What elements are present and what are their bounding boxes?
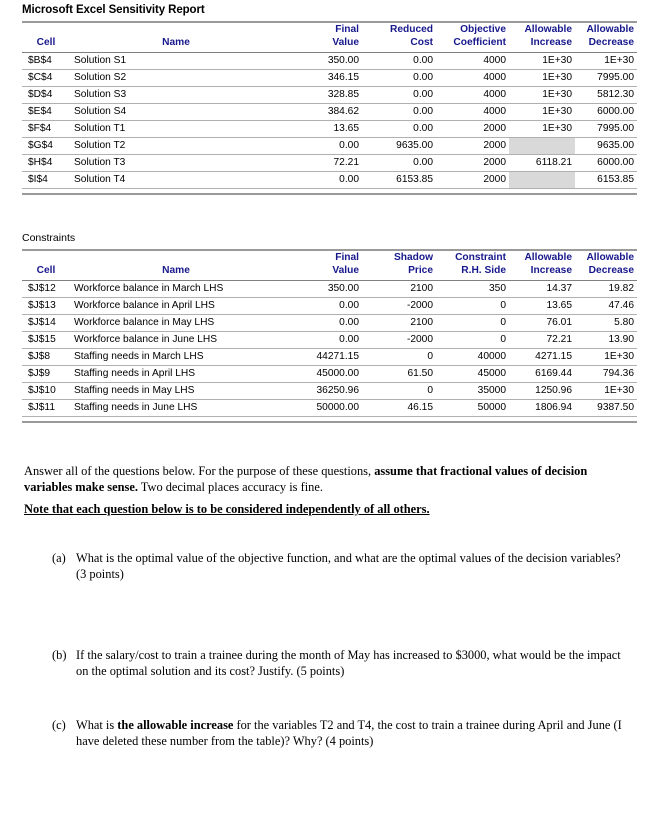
cell-reference: $J$10 bbox=[22, 383, 70, 400]
allowable-increase: 13.65 bbox=[509, 298, 575, 315]
allowable-increase: 14.37 bbox=[509, 281, 575, 298]
cheader-shadow-1: Shadow bbox=[393, 252, 433, 263]
cell-reference: $I$4 bbox=[22, 172, 70, 189]
rh-side: 35000 bbox=[436, 383, 509, 400]
cell-reference: $D$4 bbox=[22, 87, 70, 104]
variable-name: Solution S1 bbox=[70, 53, 282, 70]
table-row bbox=[22, 332, 637, 349]
cheader-allowable-dec-1: Allowable bbox=[586, 252, 634, 263]
final-value: 13.65 bbox=[282, 121, 362, 138]
allowable-decrease: 794.36 bbox=[575, 366, 637, 383]
question-b-text: If the salary/cost to train a trainee during the month of May has increased to $3000, what would be the impact on the optimal solution and its cost? Justify. (5 points) bbox=[76, 648, 621, 678]
constraint-name: Workforce balance in March LHS bbox=[70, 281, 282, 298]
question-c-pre: What is bbox=[76, 718, 118, 732]
table-row bbox=[22, 121, 637, 138]
allowable-decrease: 6153.85 bbox=[575, 172, 637, 189]
header-final-1: Final bbox=[335, 24, 359, 35]
header-objective-1: Objective bbox=[460, 24, 506, 35]
table-header-row-2 bbox=[22, 36, 637, 49]
shadow-price: 2100 bbox=[362, 315, 436, 332]
allowable-increase: 6118.21 bbox=[509, 155, 575, 172]
reduced-cost: 0.00 bbox=[362, 53, 436, 70]
shadow-price: -2000 bbox=[362, 298, 436, 315]
question-c-text bbox=[76, 718, 622, 749]
header-name: Name bbox=[162, 37, 190, 48]
allowable-increase: 1E+30 bbox=[509, 121, 575, 138]
question-b bbox=[52, 648, 622, 679]
page-title: Microsoft Excel Sensitivity Report bbox=[22, 4, 205, 16]
cell-reference: $B$4 bbox=[22, 53, 70, 70]
allowable-increase bbox=[509, 138, 575, 155]
allowable-decrease: 1E+30 bbox=[575, 53, 637, 70]
objective-coefficient: 4000 bbox=[436, 70, 509, 87]
variable-name: Solution T3 bbox=[70, 155, 282, 172]
constraints-table bbox=[22, 246, 637, 423]
final-value: 0.00 bbox=[282, 315, 362, 332]
allowable-decrease: 1E+30 bbox=[575, 349, 637, 366]
allowable-increase: 1E+30 bbox=[509, 53, 575, 70]
cheader-increase: Increase bbox=[530, 265, 572, 276]
allowable-increase bbox=[509, 172, 575, 189]
final-value: 36250.96 bbox=[282, 383, 362, 400]
rh-side: 0 bbox=[436, 298, 509, 315]
reduced-cost: 0.00 bbox=[362, 155, 436, 172]
variable-name: Solution S4 bbox=[70, 104, 282, 121]
variable-cells-table bbox=[22, 18, 637, 195]
question-c-label: (c) bbox=[52, 718, 66, 732]
final-value: 350.00 bbox=[282, 53, 362, 70]
shadow-price: 61.50 bbox=[362, 366, 436, 383]
cell-reference: $H$4 bbox=[22, 155, 70, 172]
final-value: 50000.00 bbox=[282, 400, 362, 417]
cheader-blank-name-1 bbox=[70, 250, 282, 264]
table-row bbox=[22, 53, 637, 70]
rh-side: 0 bbox=[436, 315, 509, 332]
reduced-cost: 0.00 bbox=[362, 87, 436, 104]
objective-coefficient: 2000 bbox=[436, 121, 509, 138]
final-value: 328.85 bbox=[282, 87, 362, 104]
objective-coefficient: 4000 bbox=[436, 53, 509, 70]
constraints-body bbox=[22, 281, 637, 417]
table-row bbox=[22, 383, 637, 400]
variable-name: Solution S3 bbox=[70, 87, 282, 104]
cheader-allowable-inc-1: Allowable bbox=[524, 252, 572, 263]
reduced-cost: 0.00 bbox=[362, 70, 436, 87]
reduced-cost: 0.00 bbox=[362, 104, 436, 121]
reduced-cost: 9635.00 bbox=[362, 138, 436, 155]
table-row bbox=[22, 172, 637, 189]
final-value: 72.21 bbox=[282, 155, 362, 172]
question-c-bold: the allowable increase bbox=[117, 718, 234, 732]
independence-note-text: Note that each question below is to be considered independently of all others. bbox=[24, 502, 430, 516]
allowable-decrease: 19.82 bbox=[575, 281, 637, 298]
rh-side: 350 bbox=[436, 281, 509, 298]
allowable-decrease: 5812.30 bbox=[575, 87, 637, 104]
allowable-decrease: 13.90 bbox=[575, 332, 637, 349]
header-allowable-inc-1: Allowable bbox=[524, 24, 572, 35]
final-value: 0.00 bbox=[282, 138, 362, 155]
allowable-increase: 1250.96 bbox=[509, 383, 575, 400]
objective-coefficient: 2000 bbox=[436, 138, 509, 155]
allowable-increase: 1E+30 bbox=[509, 104, 575, 121]
table-row bbox=[22, 281, 637, 298]
final-value: 0.00 bbox=[282, 332, 362, 349]
variable-name: Solution T2 bbox=[70, 138, 282, 155]
constraints-header-row-2 bbox=[22, 264, 637, 277]
shadow-price: -2000 bbox=[362, 332, 436, 349]
objective-coefficient: 4000 bbox=[436, 87, 509, 104]
shadow-price: 0 bbox=[362, 349, 436, 366]
table-row bbox=[22, 315, 637, 332]
reduced-cost: 0.00 bbox=[362, 121, 436, 138]
table-bottom-rule bbox=[22, 189, 637, 195]
cheader-rhside: R.H. Side bbox=[461, 265, 506, 276]
constraints-header-row-1 bbox=[22, 250, 637, 264]
cell-reference: $J$12 bbox=[22, 281, 70, 298]
question-a bbox=[52, 551, 622, 582]
constraint-name: Staffing needs in April LHS bbox=[70, 366, 282, 383]
cell-reference: $J$15 bbox=[22, 332, 70, 349]
rh-side: 40000 bbox=[436, 349, 509, 366]
cheader-cell: Cell bbox=[36, 265, 56, 276]
table-row bbox=[22, 400, 637, 417]
allowable-decrease: 1E+30 bbox=[575, 383, 637, 400]
constraints-bottom-rule bbox=[22, 417, 637, 423]
shadow-price: 0 bbox=[362, 383, 436, 400]
rh-side: 45000 bbox=[436, 366, 509, 383]
allowable-decrease: 5.80 bbox=[575, 315, 637, 332]
allowable-decrease: 6000.00 bbox=[575, 104, 637, 121]
header-value: Value bbox=[332, 37, 359, 48]
rh-side: 50000 bbox=[436, 400, 509, 417]
constraint-name: Workforce balance in June LHS bbox=[70, 332, 282, 349]
allowable-increase: 76.01 bbox=[509, 315, 575, 332]
table-row bbox=[22, 349, 637, 366]
shadow-price: 2100 bbox=[362, 281, 436, 298]
variable-name: Solution S2 bbox=[70, 70, 282, 87]
constraint-name: Staffing needs in March LHS bbox=[70, 349, 282, 366]
final-value: 384.62 bbox=[282, 104, 362, 121]
header-blank-cell-1 bbox=[22, 22, 70, 36]
cell-reference: $C$4 bbox=[22, 70, 70, 87]
final-value: 346.15 bbox=[282, 70, 362, 87]
cheader-price: Price bbox=[408, 265, 433, 276]
final-value: 0.00 bbox=[282, 172, 362, 189]
question-c-post: for the variables T2 and T4, the cost to train a trainee during April and June (I have deleted these number from the table)? Why? (4 points) bbox=[76, 718, 622, 748]
cheader-decrease: Decrease bbox=[588, 265, 634, 276]
table-row bbox=[22, 298, 637, 315]
reduced-cost: 6153.85 bbox=[362, 172, 436, 189]
constraint-name: Staffing needs in June LHS bbox=[70, 400, 282, 417]
cheader-value: Value bbox=[332, 265, 359, 276]
cell-reference: $G$4 bbox=[22, 138, 70, 155]
variable-name: Solution T1 bbox=[70, 121, 282, 138]
cell-reference: $J$9 bbox=[22, 366, 70, 383]
cheader-name: Name bbox=[162, 265, 190, 276]
question-b-label: (b) bbox=[52, 648, 67, 662]
allowable-increase: 1E+30 bbox=[509, 87, 575, 104]
allowable-decrease: 47.46 bbox=[575, 298, 637, 315]
instructions-paragraph bbox=[24, 464, 630, 495]
allowable-increase: 72.21 bbox=[509, 332, 575, 349]
allowable-decrease: 9635.00 bbox=[575, 138, 637, 155]
allowable-decrease: 6000.00 bbox=[575, 155, 637, 172]
final-value: 0.00 bbox=[282, 298, 362, 315]
objective-coefficient: 2000 bbox=[436, 172, 509, 189]
table-row bbox=[22, 155, 637, 172]
instructions-part-2: Two decimal places accuracy is fine. bbox=[137, 479, 323, 494]
rh-side: 0 bbox=[436, 332, 509, 349]
question-a-label: (a) bbox=[52, 551, 66, 565]
cell-reference: $J$13 bbox=[22, 298, 70, 315]
cell-reference: $J$11 bbox=[22, 400, 70, 417]
question-a-text: What is the optimal value of the objective function, and what are the optimal values of the decision variables? (3 points) bbox=[76, 551, 621, 581]
objective-coefficient: 2000 bbox=[436, 155, 509, 172]
instructions-bold: assume that fractional values of decision variables make sense. bbox=[24, 464, 588, 494]
cheader-final-1: Final bbox=[335, 252, 359, 263]
shadow-price: 46.15 bbox=[362, 400, 436, 417]
table-row bbox=[22, 70, 637, 87]
allowable-increase: 6169.44 bbox=[509, 366, 575, 383]
header-allowable-dec-1: Allowable bbox=[586, 24, 634, 35]
constraint-name: Workforce balance in April LHS bbox=[70, 298, 282, 315]
constraint-name: Staffing needs in May LHS bbox=[70, 383, 282, 400]
cell-reference: $J$8 bbox=[22, 349, 70, 366]
header-blank-name-1 bbox=[70, 22, 282, 36]
independence-note bbox=[24, 502, 630, 518]
header-increase: Increase bbox=[530, 37, 572, 48]
allowable-decrease: 7995.00 bbox=[575, 70, 637, 87]
header-cell: Cell bbox=[36, 37, 56, 48]
header-cost: Cost bbox=[410, 37, 433, 48]
table-row bbox=[22, 138, 637, 155]
allowable-decrease: 7995.00 bbox=[575, 121, 637, 138]
constraint-name: Workforce balance in May LHS bbox=[70, 315, 282, 332]
objective-coefficient: 4000 bbox=[436, 104, 509, 121]
header-coefficient: Coefficient bbox=[453, 37, 506, 48]
variable-name: Solution T4 bbox=[70, 172, 282, 189]
allowable-increase: 1E+30 bbox=[509, 70, 575, 87]
allowable-decrease: 9387.50 bbox=[575, 400, 637, 417]
constraints-section-label: Constraints bbox=[22, 232, 76, 244]
table-row bbox=[22, 366, 637, 383]
cheader-constraint-1: Constraint bbox=[455, 252, 506, 263]
allowable-increase: 1806.94 bbox=[509, 400, 575, 417]
cell-reference: $F$4 bbox=[22, 121, 70, 138]
question-c bbox=[52, 718, 622, 749]
header-reduced-1: Reduced bbox=[389, 24, 433, 35]
cell-reference: $E$4 bbox=[22, 104, 70, 121]
header-decrease: Decrease bbox=[588, 37, 634, 48]
table-header-row-1 bbox=[22, 22, 637, 36]
table-row bbox=[22, 104, 637, 121]
final-value: 44271.15 bbox=[282, 349, 362, 366]
final-value: 350.00 bbox=[282, 281, 362, 298]
final-value: 45000.00 bbox=[282, 366, 362, 383]
table-row bbox=[22, 87, 637, 104]
allowable-increase: 4271.15 bbox=[509, 349, 575, 366]
variable-cells-body bbox=[22, 53, 637, 189]
cell-reference: $J$14 bbox=[22, 315, 70, 332]
instructions-part-1: Answer all of the questions below. For the purpose of these questions, bbox=[24, 464, 375, 478]
cheader-blank-cell-1 bbox=[22, 250, 70, 264]
